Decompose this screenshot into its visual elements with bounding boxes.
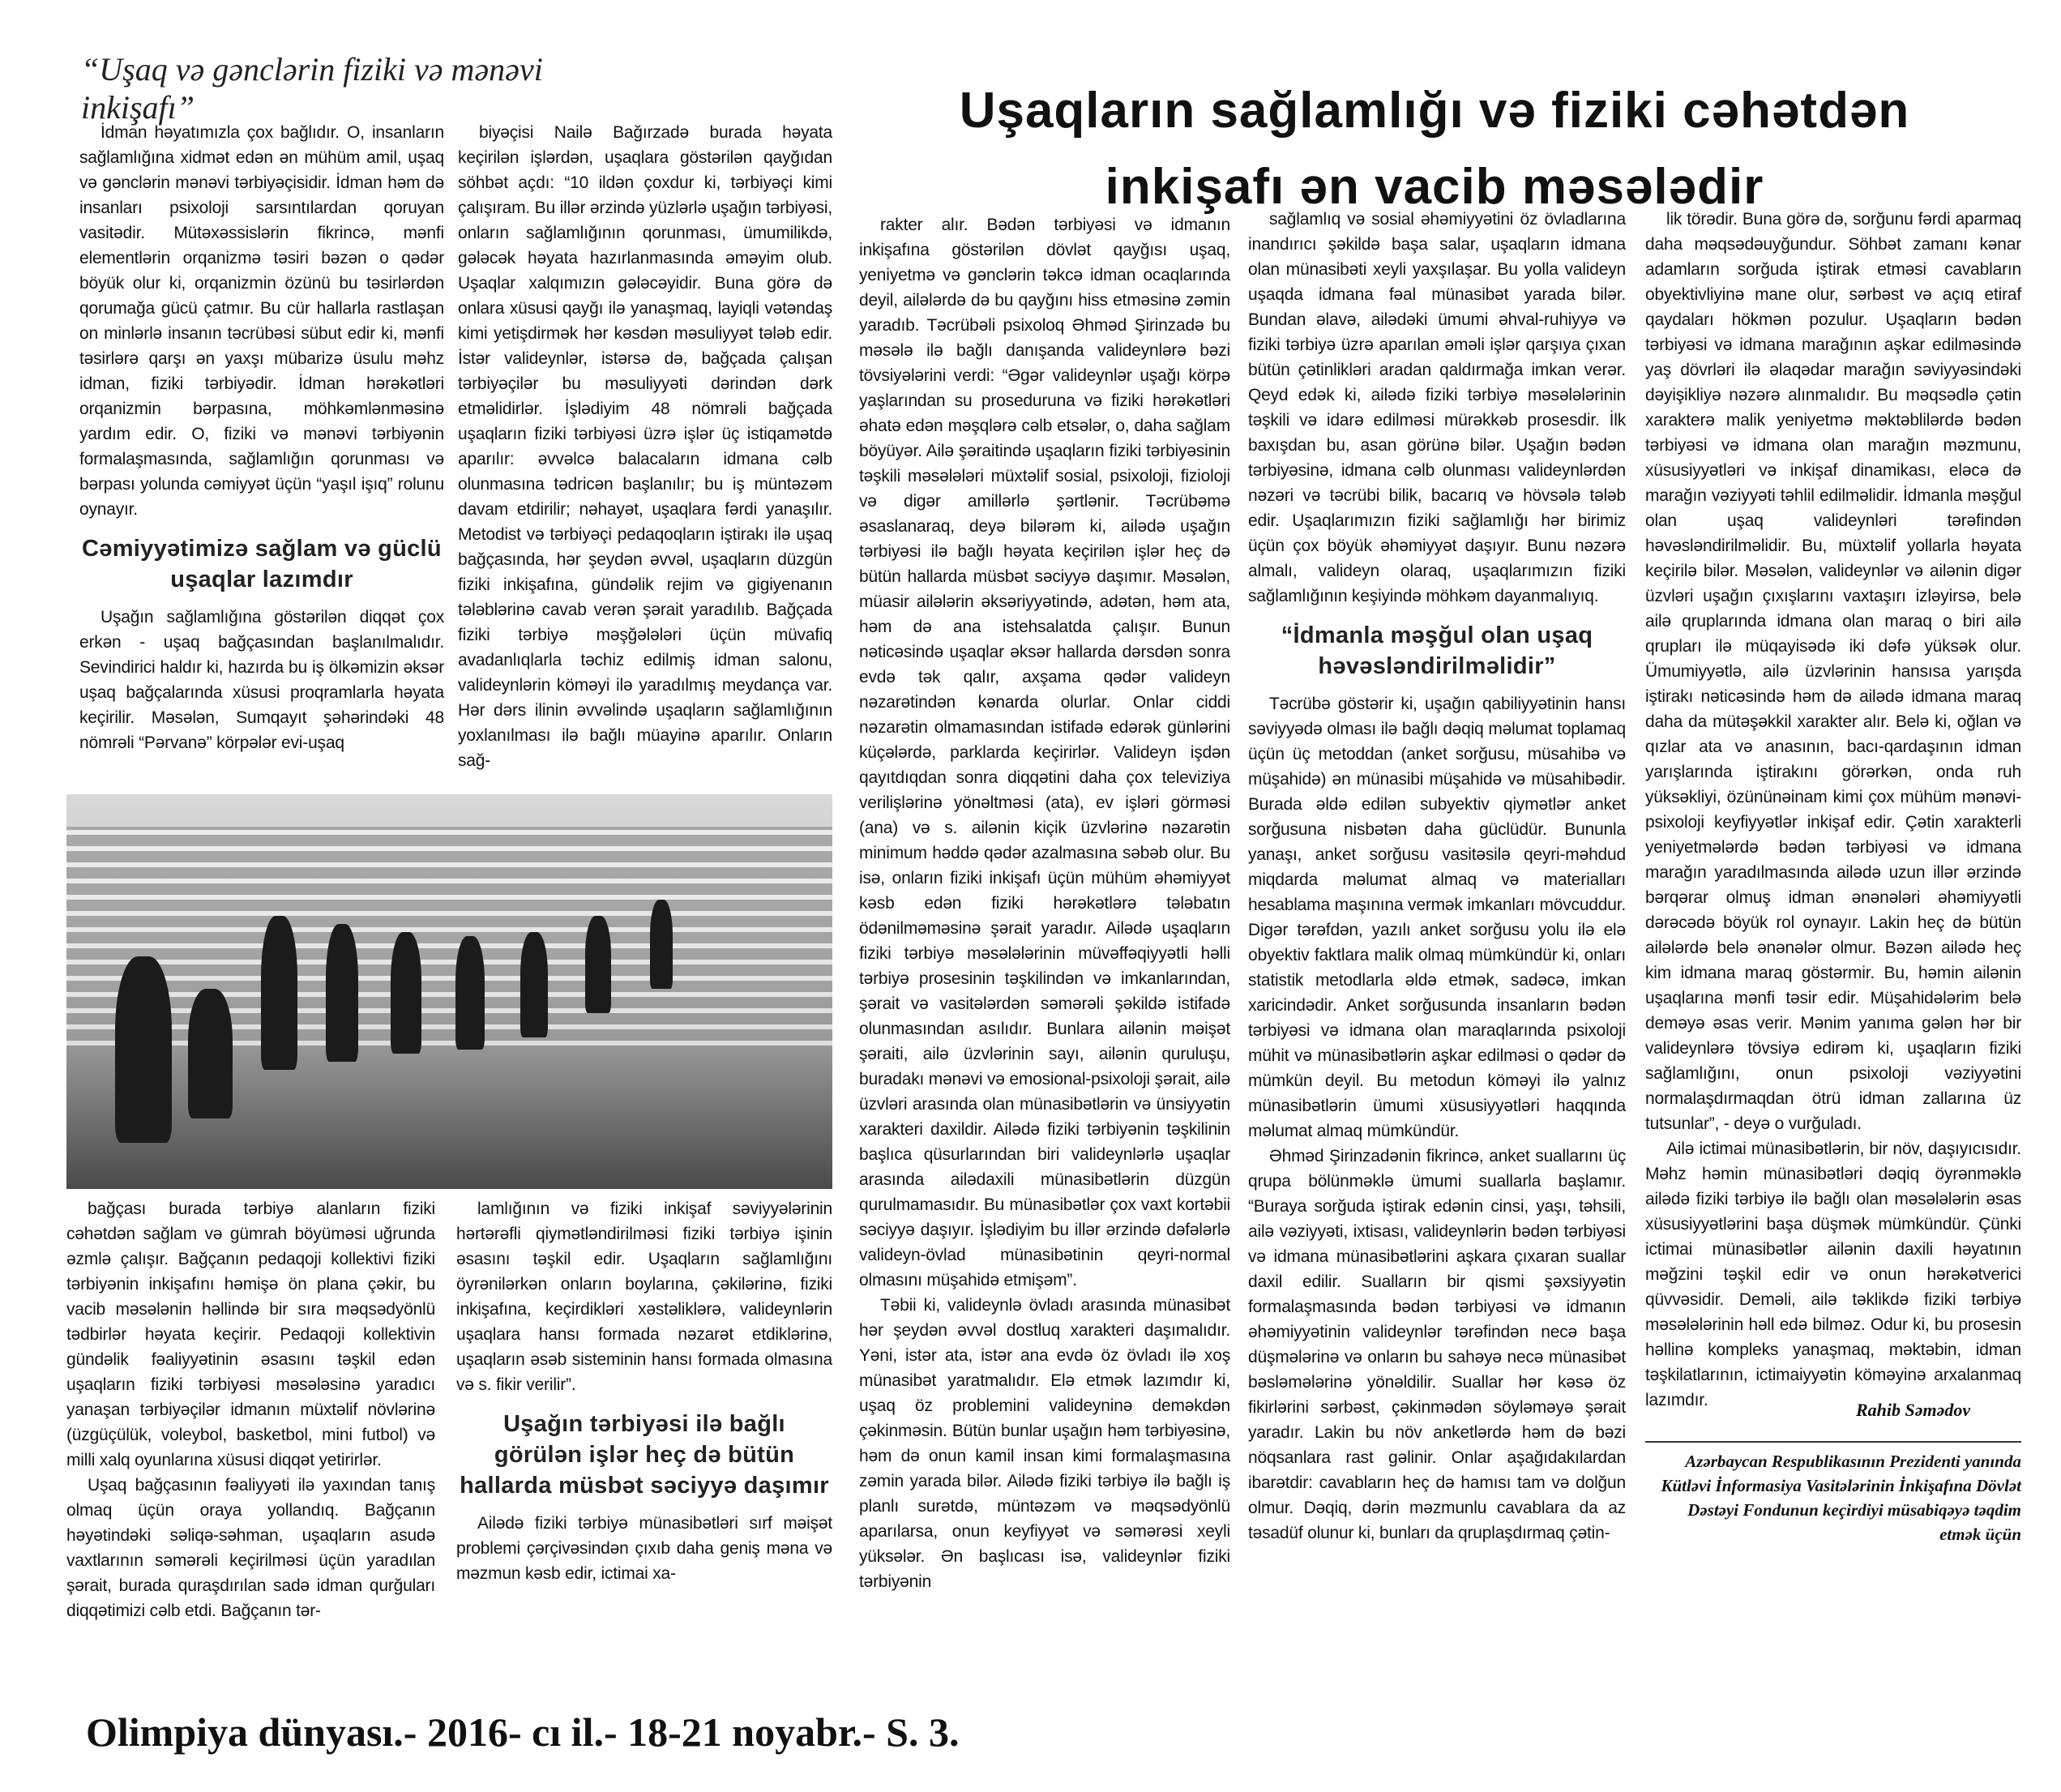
child-figure [188,989,233,1118]
paragraph: bağçası burada tərbiyə alanların fiziki cəhətdən sağlam və gümrah böyüməsi uğrunda əzmlə çalışır. Bağçanın pedaqoji kollektivi fiziki tərbiyənin inkişafını həmişə ön plana çəkir, bu vacib məsələnin həllində bir sıra məqsədyönlü tədbirlər həyata keçirir. Pedaqoji kollektivin gündəlik fəaliyyətinin əsasını təşkil edən uşaqların fiziki tərbiyəsi məsələsinə yaradıcı yanaşan tərbiyəçilər idmanın müxtəlif növlərinə (üzgüçülük, voleybol, basketbol, mini futbol) və milli xalq oyunlarına xüsusi diqqət yetirirlər. [66,1200,435,1469]
paragraph: sağlamlıq və sosial əhəmiyyətini öz övladlarına inandırıcı şəkildə başa salar, uşaqların idmana olan münasibəti xeyli yaxşılaşar. Bu yolla valideyn uşaqda idmana fəal münasibət yarada bilər. Bundan əlavə, ailədəki ümumi əhval-ruhiyyə və fiziki tərbiyə üzrə aparılan əməli işlər qarşıya çıxan bütün çətinlikləri aradan qaldırmağa imkan verər. Qeyd edək ki, ailədə fiziki tərbiyə məsələlərinin təşkili və idarə edilməsi mürəkkəb prosesdir. İlk baxışdan bu, asan görünə bilər. Uşağın bədən tərbiyəsinə, idmana cəlb olunması valideynlərdən nəzəri və təcrübi bilik, bacarıq və hövsələ tələb edir. Uşaqlarımızın fiziki sağlamlığı hər birimiz üçün çox böyük əhəmiyyət daşıyır. Bunu nəzərə almalı, valideyn olaraq, uşaqlarımızın fiziki sağlamlığının keşiyində möhkəm dayanmalıyıq. [1248,210,1626,605]
column-5 [1645,207,2021,1409]
child-figure [115,956,172,1143]
paragraphs [79,605,444,755]
wall-bars [66,827,832,1046]
paragraph: Ailə ictimai münasibətlərin, bir növ, daşıyıcısıdır. Məhz həmin münasibətləri dəqiq öyrənməklə ailədə fiziki tərbiyə ilə bağlı olan məsələlərin əsas xüsusiyyətlərini başa düşmək mümkündür. Çünki ictimai münasibətlər ailənin daxili həyatının məğzini təşkil edir və onun hərəkətverici qüvvəsidir. Deməli, ailə təklikdə fiziki tərbiyə məsələlərinin həll edə bilməz. Odur ki, bu prosesin həllinə kompleks yanaşmaq, məktəbin, idman təşkilatlarının, ictimaiyyətin köməyinə arxalanmaq lazımdır. [1645,1140,2021,1409]
paragraph: rakter alır. Bədən tərbiyəsi və idmanın inkişafına göstərilən dövlət qayğısı uşaq, yeniyetmə və gənclərin təkcə idman ocaqlarında deyil, ailələrdə də bu qayğını hiss etməsinə zəmin yaradıb. Təcrübəli psixoloq Əhməd Şirinzadə bu məsələ ilə bağlı danışanda valideynlərə bəzi tövsiyələrini verdi: “Əgər valideynlər uşağı körpə yaşlarından su proseduruna və fiziki hərəkətləri əhatə edən məşqlərə cəlb etsələr, o, daha sağlam böyüyər. Ailə şəraitində uşaqların fiziki tərbiyəsinin təşkili məsələləri müxtəlif sosial, psixoloji, fizioloji və digər amillərlə şərtlənir. Təcrübəmə əsaslanaraq, deyə bilərəm ki, ailədə uşağın tərbiyəsi ilə bağlı həyata keçirilən işlər heç də bütün hallarda müsbət səciyyə daşımır. Məsələn, müasir ailələrin əksəriyyətində, adətən, həm ata, həm də ana istehsalatda çalışır. Bunun nəticəsində uşaqlar əksər hallarda dərsdən sonra evdə tək qalır, axşama qədər valideyn nəzarətindən kənarda olurlar. Onlar ciddi nəzarətin olmamasından istifadə edərək günlərini küçələrdə, parklarda keçirirlər. Valideyn işdən qayıtdıqdan sonra diqqətini daha çox televiziya verilişlərinə yönəltməsi (ata), ev işləri görməsi (ana) və s. ailənin kiçik üzvlərinə nəzarətin minimum həddə qədər azalmasına səbəb olur. Bu isə, onların fiziki inkişafı üçün mühüm əhəmiyyət kəsb edən fiziki hərəkətlərə tələbatın ödənilməməsinə şərait yaradır. Ailədə uşaqların fiziki tərbiyə məsələlərinin müvəffəqiyyətli həlli tərbiyə prosesinin təşkilindən və imkanlarından, şərait və vasitələrdən səmərəli şəkildə istifadə olunmasından asılıdır. Bunlara ailənin məişət şəraiti, ailə üzvlərinin sayı, ailənin quruluşu, buradakı mənəvi və emosional-psixoloji şərait, ailə üzvləri arasında olan münasibətlərin və ünsiyyətin xarakteri daxildir. Ailədə fiziki tərbiyənin təşkilinin başlıca qüsurlarından biri valideynlərlə uşaqlar arasında ailədaxili münasibətlərin düzgün qurulmamasıdır. Bu münasibətlər çox vaxt kortəbii səciyyə daşıyır. İşlədiyim bu illər ərzində dəfələrlə valideyn-övlad münasibətinin qeyri-normal olmasını müşahidə etmişəm”. [859,216,1230,1289]
paragraph: biyəçisi Nailə Bağırzadə burada həyata keçirilən işlərdən, uşaqlara göstərilən qayğıdan söhbət açdı: “10 ildən çoxdur ki, tərbiyəçi kimi çalışıram. Bu illər ərzində yüzlərlə uşağın tərbiyəsi, onların sağlamlığının qorunması, ümumilikdə, gələcək həyata hazırlanmasında əməyim olub. Uşaqlar xalqımızın gələcəyidir. Buna görə də onlara xüsusi qayğı ilə yanaşmaq, layiqli vətəndaş kimi yetişdirmək hər kəsdən məsuliyyət tələb edir. İstər valideynlər, istərsə də, bağçada çalışan tərbiyəçilər bu məsuliyyəti dərindən dərk etməlidirlər. İşlədiyim 48 nömrəli bağçada uşaqların fiziki tərbiyəsi üzrə işlər üç istiqamətdə aparılır: əvvəlcə balacaların idmana cəlb olunmasına tədricən başlanılır; bu iş müntəzəm davam etdirilir; nəhayət, uşaqlara fərdi yanaşılır. Metodist və tərbiyəçi pedaqoqların iştirakı ilə uşaq bağçasında, hər şeydən əvvəl, uşaqların düzgün fiziki inkişafına, gündəlik rejim və gigiyenanın tələblərinə cavab verən şərait yaradılıb. Bağçada fiziki tərbiyə məşğələləri üçün müvafiq avadanlıqlarla təchiz edilmiş idman salonu, valideynlərin köməyi ilə yaradılmış meydança var. Hər dərs ilinin əvvəlində uşaqların sağlamlığının yoxlanılması ilə bağlı müayinə aparılır. Onların sağ- [458,123,832,770]
child-figure [520,932,548,1037]
column-4 [1248,207,1626,1651]
paragraph: Təcrübə göstərir ki, uşağın qabiliyyətinin hansı səviyyədə olması ilə bağlı dəqiq məlumat toplamaq üçün üç metoddan (anket sorğusu, müsahibə və müşahidə) ən münasibi müşahidə və müsahibədir. Burada əldə edilən subyektiv qiymətlər anket sorğusuna nisbətən daha güclüdür. Bununla yanaşı, anket sorğusu vasitəsilə qeyri-məhdud miqdarda məlumat almaq və materialları hesablama maşınına vermək imkanları mövcuddur. Digər tərəfdən, yazılı anket sorğusu yolu ilə elə obyektiv faktlara malik olmaq mümkündür ki, onları statistik metodlarla əldə etmək, sadəcə, imkan xaricindədir. Anket sorğusunda insanların bədən tərbiyəsi və idmana olan maraqlarında psixoloji mühit və münasibətlərin aşkar edilməsi o qədər də mümkün deyil. Bu metodun köməyi ilə yalnız münasibətlərin ümumi xüsusiyyətləri haqqında məlumat almaq mümkündür. [1248,695,1626,1140]
paragraphs [1248,207,1626,609]
subheading: Uşağın tərbiyəsi ilə bağlı görülən işlər heç də bütün hallarda müsbət səciyyə daşımır [460,1411,829,1499]
paragraphs [66,1196,435,1623]
column-2-top [458,120,832,794]
article-photo-children-wall-bars [66,794,832,1189]
child-figure [261,916,297,1070]
paragraphs [456,1511,832,1586]
paragraphs [859,212,1230,1594]
rubric-title: “Uşaq və gənclərin fiziki və mənəvi inkişafı” [81,51,543,126]
child-figure [391,932,421,1054]
paragraph: Uşaq bağçasının fəaliyyəti ilə yaxından tanış olmaq üçün oraya yollandıq. Bağçanın həyətindəki səliqə-səhman, uşaqların asudə vaxtlarının səmərəli keçirilməsi üçün yaradılan şərait, burada quraşdırılan sadə idman qurğuları diqqətimizi cəlb etdi. Bağçanın tər- [66,1476,435,1620]
paragraph: lik törədir. Buna görə də, sorğunu fərdi aparmaq daha məqsədəuyğundur. Söhbət zamanı kənar adamların sorğuda iştirak etməsi cavabların obyektivliyinə mane olur, sərbəst və açıq etiraf qaydaları hökmən pozulur. Uşaqların bədən tərbiyəsi və idmana marağının aşkar edilməsində yaş dövrləri ilə əlaqədar marağın səviyyəsindəki dəyişikliyə nəzərə alınmalıdır. Bu məqsədlə çətin xarakterə malik yeniyetmə məktəblilərdə bədən tərbiyəsi və idmana olan marağın məzmunu, xüsusiyyətləri və inkişaf dinamikası, eləcə də marağın vəziyyəti təhlil edilməlidir. İdmanla məşğul olan uşaq valideynləri tərəfindən həvəsləndirilməlidir. Bu, müxtəlif yollarla həyata keçirilə bilər. Məsələn, valideynlər və ailənin digər üzvləri uşağın çıxışlarını vaxtaşırı izləyirsə, belə ailə qruplarında idmana olan maraq o biri ailə qrupları ilə müqayisədə iki dəfə yüksək olur. Ümumiyyətlə, ailə üzvlərinin hansısa yarışda iştirakı nəticəsində həm də ailədə idmana maraq daha da mütəşəkkil xarakter alır. Belə ki, oğlan və qızlar ata və anasının, bacı-qardaşının idman yarışlarında iştirakını görərkən, onda ruh yüksəkliyi, özününəinam kimi çox mühüm mənəvi-psixoloji keyfiyyətlər inkişaf edir. Çətin xarakterli yeniyetmələrdə bədən tərbiyəsi və idmana marağın yaradılmasında ailədə uzun illər ərzində bərqərar olmuş idman ənənələri əhəmiyyətli dərəcədə böyük rol oynayır. Lakin heç də bütün ailələrdə belə ənənələr olmur. Bəzən ailədə heç kim idmana maraq göstərmir. Bu, həmin ailənin uşaqlarına mənfi təsir edir. Müşahidələrim belə deməyə əsas verir. Mənim yanıma gələn hər bir valideynlərə tövsiyə edirəm ki, uşaqların fiziki sağlamlığını, onun psixoloji vəziyyətini normalaşdırmaqdan ötrü idman zallarına üz tutsunlar”, - deyə o vurğuladı. [1645,210,2021,1133]
child-figure [650,900,673,989]
paragraphs [1645,207,2021,1413]
source-citation: Olimpiya dünyası.- 2016- cı il.- 18-21 noyabr.- S. 3. [86,1709,960,1755]
contest-credit: Azərbaycan Respublikasının Prezidenti yanında Kütləvi İnformasiya Vasitələrinin İnkişafına Dövlət Dəstəyi Fondunun keçirdiyi müsabiqəyə təqdim etmək üçün [1645,1441,2021,1546]
column-1-top [79,120,444,794]
child-figure [326,924,358,1062]
column-2-bottom [456,1196,832,1650]
paragraph: Ailədə fiziki tərbiyə münasibətləri sırf məişət problemi çərçivəsindən çıxıb daha geniş məna və məzmun kəsb edir, ictimai xa- [456,1514,832,1583]
subheading: Cəmiyyətimizə sağlam və güclü uşaqlar lazımdır [82,536,442,592]
paragraph: Uşağın sağlamlığına göstərilən diqqət çox erkən - uşaq bağçasından başlanılmalıdır. Sevindirici haldır ki, hazırda bu iş ölkəmizin əksər uşaq bağçalarında xüsusi proqramlarla həyata keçirilir. Məsələn, Sumqayıt şəhərindəki 48 nömrəli “Pərvanə” körpələr evi-uşaq [79,608,444,752]
subheading: “İdmanla məşğul olan uşaq həvəsləndirilməlidir” [1281,622,1593,679]
paragraph: lamlığının və fiziki inkişaf səviyyələrinin hərtərəfli qiymətləndirilməsi fiziki tərbiyə işinin əsasını təşkil edir. Uşaqların sağlamlığını öyrənilərkən onların boylarına, çəkilərinə, fiziki inkişafına, keçirdikləri xəstəliklərə, valideynlərin uşaqlara hansı formada nəzarət etdiklərinə, uşaqların əsəb sisteminin hansı formada olmasına və s. fikir verilir”. [456,1200,832,1394]
article-headline: Uşaqların sağlamlığı və fiziki cəhətdən inkişafı ən vacib məsələdir [959,83,1910,215]
child-figure [455,936,485,1050]
paragraphs [79,120,444,522]
paragraphs [456,1196,832,1397]
paragraphs [1248,691,1626,1546]
child-figure [585,916,611,1013]
column-1-bottom [66,1196,435,1650]
paragraph: Əhməd Şirinzadənin fikrincə, anket suallarını üç qrupa bölünməklə ümumi suallarla başlamır. “Buraya sorğuda iştirak edənin cinsi, yaşı, təhsili, ailə vəziyyəti, ixtisası, valideynlərin bədən tərbiyəsi və idmana münasibətlərini aşkara çıxaran suallar daxil edilir. Sualların bir qismi şəxsiyyətin formalaşmasında bədən tərbiyəsi və idmanın əhəmiyyətinin valideynlər tərəfindən necə başa düşmələrinə və onların bu sahəyə necə münasibət bəsləmələrinə yönəldilir. Suallar hər kəsə öz fikirlərini sərbəst, çəkinmədən söyləməyə şərait yaradır. Lakin bu növ anketlərdə həm də bəzi nöqsanlara rast gəlinir. Onlar aşağıdakılardan ibarətdir: cavabların heç də hamısı tam və dolğun olmur. Dəqiq, dərin məzmunlu cavablara da az təsadüf olunur ki, bunları da qruplaşdırmaq çətin- [1248,1147,1626,1542]
paragraph: Təbii ki, valideynlə övladı arasında münasibət hər şeydən əvvəl dostluq xarakteri daşımalıdır. Yəni, istər ata, istər ana evdə öz övladı ilə xoş münasibət yaratmalıdır. Elə etmək lazımdır ki, uşaq öz problemini valideyninə deməkdən çəkinməsin. Bütün bunlar uşağın həm tərbiyəsinə, həm də onun kamil insan kimi formalaşmasına zəmin yarada bilər. Ailədə fiziki tərbiyə ilə bağlı iş planlı surətdə, müntəzəm və məqsədyönlü aparılarsa, onun keyfiyyət və səmərəsi xeyli yüksələr. Ən başlıcası isə, valideynlər fiziki tərbiyənin [859,1296,1230,1591]
author-signature: Rahib Səmədov [1856,1400,1971,1420]
column-3 [859,212,1230,1651]
paragraphs [458,120,832,773]
paragraph: İdman həyatımızla çox bağlıdır. O, insanların sağlamlığına xidmət edən ən mühüm amil, uşaq və gənclərin mənəvi tərbiyəçisidir. İdman həm də insanları psixoloji sarsıntılardan qoruyan vasitədir. Mütəxəssislərin fikrincə, mənfi elementlərin orqanizmə təsiri bəzən o qədər böyük olur ki, orqanizmin özünü bu təsirlərdən qorumağa gücü çatmır. Bu cür hallarla rastlaşan on minlərlə insanın təcrübəsi sübut edir ki, mənfi təsirlərə qarşı ən yaxşı mübarizə üsulu məhz idman, fiziki tərbiyədir. İdman hərəkətləri orqanizmin bərpasına, möhkəmlənməsinə yardım edir. O, fiziki və mənəvi tərbiyənin formalaşmasında, sağlamlığın qorunması və bərpası yolunda cəmiyyət üçün “yaşıl işıq” rolunu oynayır. [79,123,444,519]
